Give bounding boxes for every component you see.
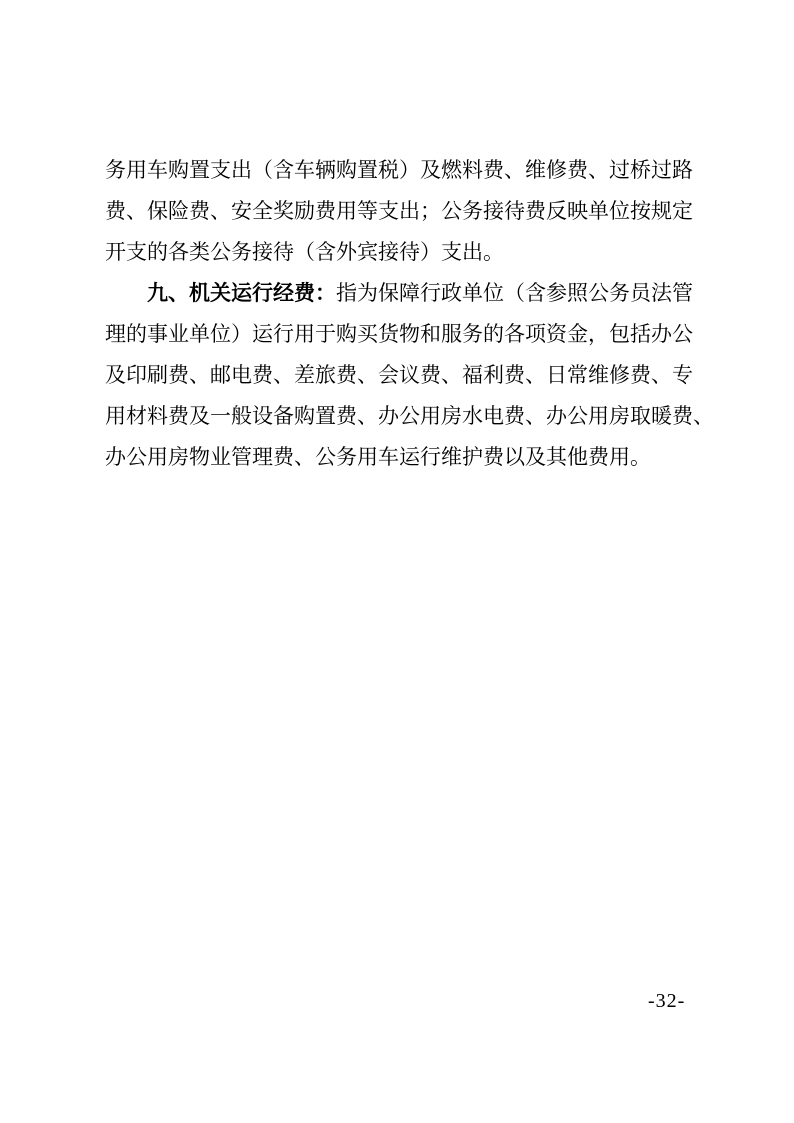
paragraph-line: 务用车购置支出（含车辆购置税）及燃料费、维修费、过桥过路 bbox=[105, 158, 693, 182]
paragraph-line: 办公用房物业管理费、公务用车运行维护费以及其他费用。 bbox=[105, 445, 651, 469]
paragraph-line: 用材料费及一般设备购置费、办公用房水电费、办公用房取暖费、 bbox=[105, 404, 714, 428]
paragraph-line: 开支的各类公务接待（含外宾接待）支出。 bbox=[105, 240, 504, 264]
paragraph-line: 费、保险费、安全奖励费用等支出；公务接待费反映单位按规定 bbox=[105, 199, 693, 223]
paragraph-line: 理的事业单位）运行用于购买货物和服务的各项资金，包括办公 bbox=[105, 322, 693, 346]
paragraph-text: 指为保障行政单位（含参照公务员法管 bbox=[336, 281, 693, 305]
paragraph-line: 及印刷费、邮电费、差旅费、会议费、福利费、日常维修费、专 bbox=[105, 363, 693, 387]
page-number: -32- bbox=[648, 990, 686, 1012]
section-heading: 九、机关运行经费： bbox=[147, 281, 336, 305]
paragraph-line bbox=[105, 273, 693, 314]
paragraph-1 bbox=[105, 150, 693, 273]
document-body-text bbox=[105, 150, 714, 478]
paragraph-2 bbox=[105, 273, 714, 478]
